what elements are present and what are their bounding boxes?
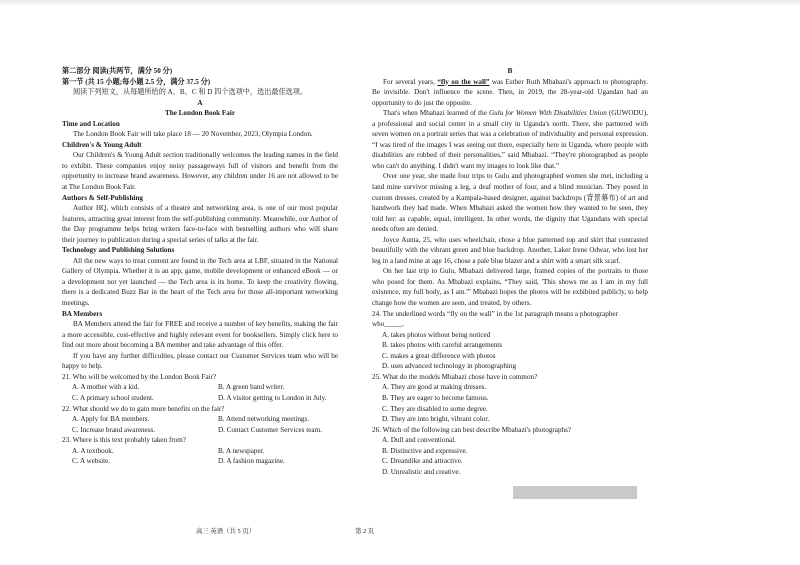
p2-pre: That's when Mbabazi learned of the bbox=[383, 109, 489, 118]
option-a: A. A mother with a kid. bbox=[72, 383, 140, 392]
p1-post: was Esther Ruth Mbabazi's approach to photography. Be invisible. Don't influence the scene. Then, in 2019, the 28-year-old Ugandan had an opportunity to do just the opposite. bbox=[372, 77, 648, 107]
option-c: C. Increase brand awareness. bbox=[72, 425, 156, 434]
question-21 bbox=[62, 372, 338, 404]
passage-b-letter: B bbox=[507, 67, 513, 75]
part-heading: 第二部分 阅读(共两节，满分 50 分) bbox=[62, 67, 173, 75]
section-text-authors: Author HQ, which consists of a theatre and networking area, is one of our most popular features, attracting great interest from the self-publishing community. Meanwhile, our Author of the Day programme helps bring writers face-to-face with bestselling authors who will share their journey to publication during a special series of talks at the fair. bbox=[62, 204, 338, 244]
passage-b-paragraph-1 bbox=[372, 77, 648, 109]
left-column bbox=[62, 66, 338, 467]
option-d: D. A fashion magazine. bbox=[218, 457, 285, 466]
question-stem: 23. Where is this text probably taken from? bbox=[62, 436, 187, 445]
passage-b-paragraph-3: Over one year, she made four trips to Gulu and photographed women she met, including a land mine survivor missing a leg, a deaf mother of four, and a blind musician. They posed in custom dresses, created by a Kampala-based designer, against backdrops (背景幕布) of art and handwork they had made. When Mbabazi asked the women how they wanted to be seen, they told her: as capable, equal, intelligent. In other words, the dignity that Ugandans with special needs often are denied. bbox=[372, 172, 648, 234]
question-stem: 22. What should we do to gain more benefits on the fair? bbox=[62, 404, 225, 413]
closing-text: If you have any further difficulties, please contact our Customer Services team who will be happy to help. bbox=[62, 351, 338, 371]
instruction: 阅读下列短文，从每题所给的 A、B、C 和 D 四个选项中，选出最佳选项。 bbox=[73, 88, 308, 97]
p2-post: (GUWODU), a professional and social center in a small city in Uganda's north. There, she partnered with seven women on a portrait series that was a celebration of individuality and personal expression. “I was tired of the images I was seeing out there, especially here in Uganda, where people with disabilities are robbed of their personalities,” said Mbabazi. “They're photographed as people who can't do anything. I didn't want my images to look like that.” bbox=[372, 109, 648, 170]
question-25 bbox=[372, 372, 648, 425]
option-a: A. takes photos without being noticed bbox=[382, 330, 491, 339]
question-stem: 24. The underlined words “fly on the wall” in the 1st paragraph means a photographer who_____. bbox=[372, 309, 618, 329]
option-c: C. A primary school student. bbox=[72, 393, 154, 402]
option-b: B. Distinctive and expressive. bbox=[382, 446, 468, 455]
passage-b-paragraph-5: On her last trip to Gulu, Mbabazi delivered large, framed copies of the portraits to those who posed for them. As Mbabazi explains, “They said, 'This shows me as I am in my full existence, my full body, as I am.'” Mbabazi hopes the photos will be exhibited publicly, to help change how the women are seen, and treated, by others. bbox=[372, 267, 648, 308]
option-a: A. Apply for BA members. bbox=[72, 415, 150, 424]
option-b: B. takes photos with careful arrangements bbox=[382, 341, 503, 350]
gulu-union-name: Gulu for Women With Disabilities Union bbox=[488, 109, 607, 118]
option-c: C. A website. bbox=[72, 457, 111, 466]
fly-on-the-wall-phrase: “fly on the wall” bbox=[437, 77, 490, 86]
right-column bbox=[372, 66, 648, 477]
option-c: C. makes a great difference with photos bbox=[382, 351, 496, 360]
section-heading-technology: Technology and Publishing Solutions bbox=[62, 246, 175, 255]
option-b: B. A newspaper. bbox=[218, 446, 265, 455]
question-22 bbox=[62, 404, 338, 436]
section-heading: 第一节 (共 15 小题;每小题 2.5 分，满分 37.5 分) bbox=[62, 77, 211, 86]
option-b: B. A green band writer. bbox=[218, 383, 285, 392]
passage-a-title: The London Book Fair bbox=[164, 109, 236, 118]
section-heading-children: Children's & Young Adult bbox=[62, 140, 142, 149]
passage-a-letter: A bbox=[197, 98, 203, 107]
option-b: B. They are eager to become famous. bbox=[382, 393, 489, 402]
option-d: D. Contact Customer Services team. bbox=[218, 425, 322, 434]
passage-b-paragraph-2 bbox=[372, 108, 648, 171]
section-heading-time: Time and Location bbox=[62, 119, 120, 128]
option-a: A. Dull and conventional. bbox=[382, 436, 456, 445]
question-stem: 21. Who will be welcomed by the London Book Fair? bbox=[62, 372, 217, 381]
footer-subject: 高三 英语（共 5 页） bbox=[196, 528, 256, 535]
option-c: C. Dreamlike and attractive. bbox=[382, 457, 463, 466]
option-a: A. A textbook. bbox=[72, 446, 114, 455]
section-heading-authors: Authors & Self-Publishing bbox=[62, 193, 143, 202]
question-stem: 25. What do the models Mbabazi chose have in common? bbox=[372, 372, 538, 381]
option-d: D. Unrealistic and creative. bbox=[382, 467, 461, 476]
question-24 bbox=[372, 309, 648, 372]
question-stem: 26. Which of the following can best describe Mbabazi's photographs? bbox=[372, 425, 572, 434]
question-26 bbox=[372, 425, 648, 478]
section-text-ba: BA Members attend the fair for FREE and receive a number of key benefits, making the fair a more accessible, cost-effective and highly relevant event for booksellers. Simply click here to find out more about becoming a BA member and take advantage of this offer. bbox=[62, 320, 338, 350]
option-d: D. uses advanced technology in photographing bbox=[382, 362, 517, 371]
redaction-bar bbox=[513, 486, 637, 499]
option-c: C. They are disabled to some degree. bbox=[382, 404, 488, 413]
section-heading-ba: BA Members bbox=[62, 309, 103, 318]
question-23 bbox=[62, 435, 338, 467]
section-text-children: Our Children's & Young Adult section traditionally welcomes the leading names in the field to exhibit. These companies enjoy noisy passageways full of visitors and benefit from the opportunity to increase brand awareness. However, any children under 16 are not allowed to be at The London Book Fair. bbox=[62, 151, 338, 192]
passage-b-paragraph-4: Joyce Aunta, 25, who uses wheelchair, chose a blue patterned top and skirt that contrasted beautifully with the vibrant green and blue backdrop. Another, Laker Irene Odwar, who lost her leg in a land mine at age 16, chose a pale blue blazer and a shirt with a smart silk scarf. bbox=[372, 235, 648, 265]
scan-shading bbox=[0, 0, 800, 6]
option-d: D. A visitor getting to London in July. bbox=[218, 393, 327, 402]
p1-pre: For several years, bbox=[383, 77, 438, 86]
option-a: A. They are good at making dresses. bbox=[382, 383, 487, 392]
option-d: D. They are into bright, vibrant color. bbox=[382, 415, 490, 424]
section-text-technology: All the new ways to treat content are found in the Tech area at LBF, situated in the National Gallery of Olympia. Whether it is an app, game, mobile development or enhanced eBook — or a development not yet launched — the Tech area is its home. To keep the creativity flowing, there is a dedicated Buzz Bar in the heart of the Tech area for those all-important networking meetings. bbox=[62, 256, 338, 308]
footer-page-number: 第 2 页 bbox=[355, 528, 375, 535]
option-b: B. Attend networking meetings. bbox=[218, 415, 310, 424]
section-text-time: The London Book Fair will take place 18 — 20 November, 2023, Olympia London. bbox=[73, 130, 313, 139]
